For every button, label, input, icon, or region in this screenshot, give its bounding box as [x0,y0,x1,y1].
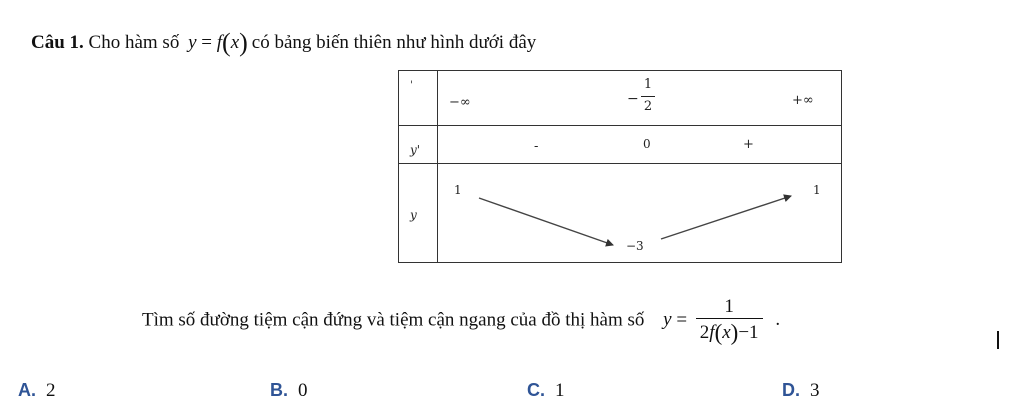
task-text: Tìm số đường tiệm cận đứng và tiệm cận ngang của đồ thị hàm số [142,309,645,331]
fraction-denominator: 2f(x)−1 [696,318,763,346]
value-right: 1 [813,183,821,197]
question-intro: Cho hàm số [88,32,180,53]
answer-option-d[interactable] [782,380,820,402]
text-cursor [997,331,999,349]
value-left: 1 [454,183,462,197]
variation-table [398,70,842,263]
question-number: Câu 1. [31,32,84,53]
function-formula: y = f(x) [188,28,248,57]
decreasing-arrow [479,198,613,245]
task-period: . [775,309,781,331]
fraction-numerator: 1 [724,296,734,317]
asymptote-question [142,296,780,346]
function-label: y [410,208,417,222]
answer-letter: A. [18,380,36,400]
derivative-sign-right: + [743,137,754,152]
value-minimum: −3 [626,239,644,253]
answer-letter: B. [270,380,288,400]
answer-option-b[interactable] [270,380,308,402]
x-pos-infinity: +∞ [792,93,814,108]
answer-value: 2 [46,380,56,401]
answer-value: 3 [810,380,820,401]
answer-value: 0 [298,380,308,401]
task-equals: = [676,309,688,331]
x-critical-numerator: 1 [643,77,653,92]
variation-arrows [399,71,843,264]
x-critical-denominator: 2 [643,99,653,114]
header-marker: ' [410,80,413,91]
x-neg-infinity: −∞ [449,95,471,110]
answer-letter: D. [782,380,800,400]
increasing-arrow [661,196,791,239]
answer-value: 1 [555,380,565,401]
x-critical-sign: − [627,91,639,107]
derivative-sign-left: - [534,139,539,154]
answer-letter: C. [527,380,545,400]
question-line [31,28,536,58]
task-y: y [663,309,672,331]
answer-option-c[interactable] [527,380,565,402]
derivative-label: y' [410,143,421,157]
task-fraction [696,296,763,346]
question-outro: có bảng biến thiên như hình dưới đây [251,32,537,53]
answer-option-a[interactable] [18,380,56,402]
derivative-zero: 0 [643,137,651,151]
